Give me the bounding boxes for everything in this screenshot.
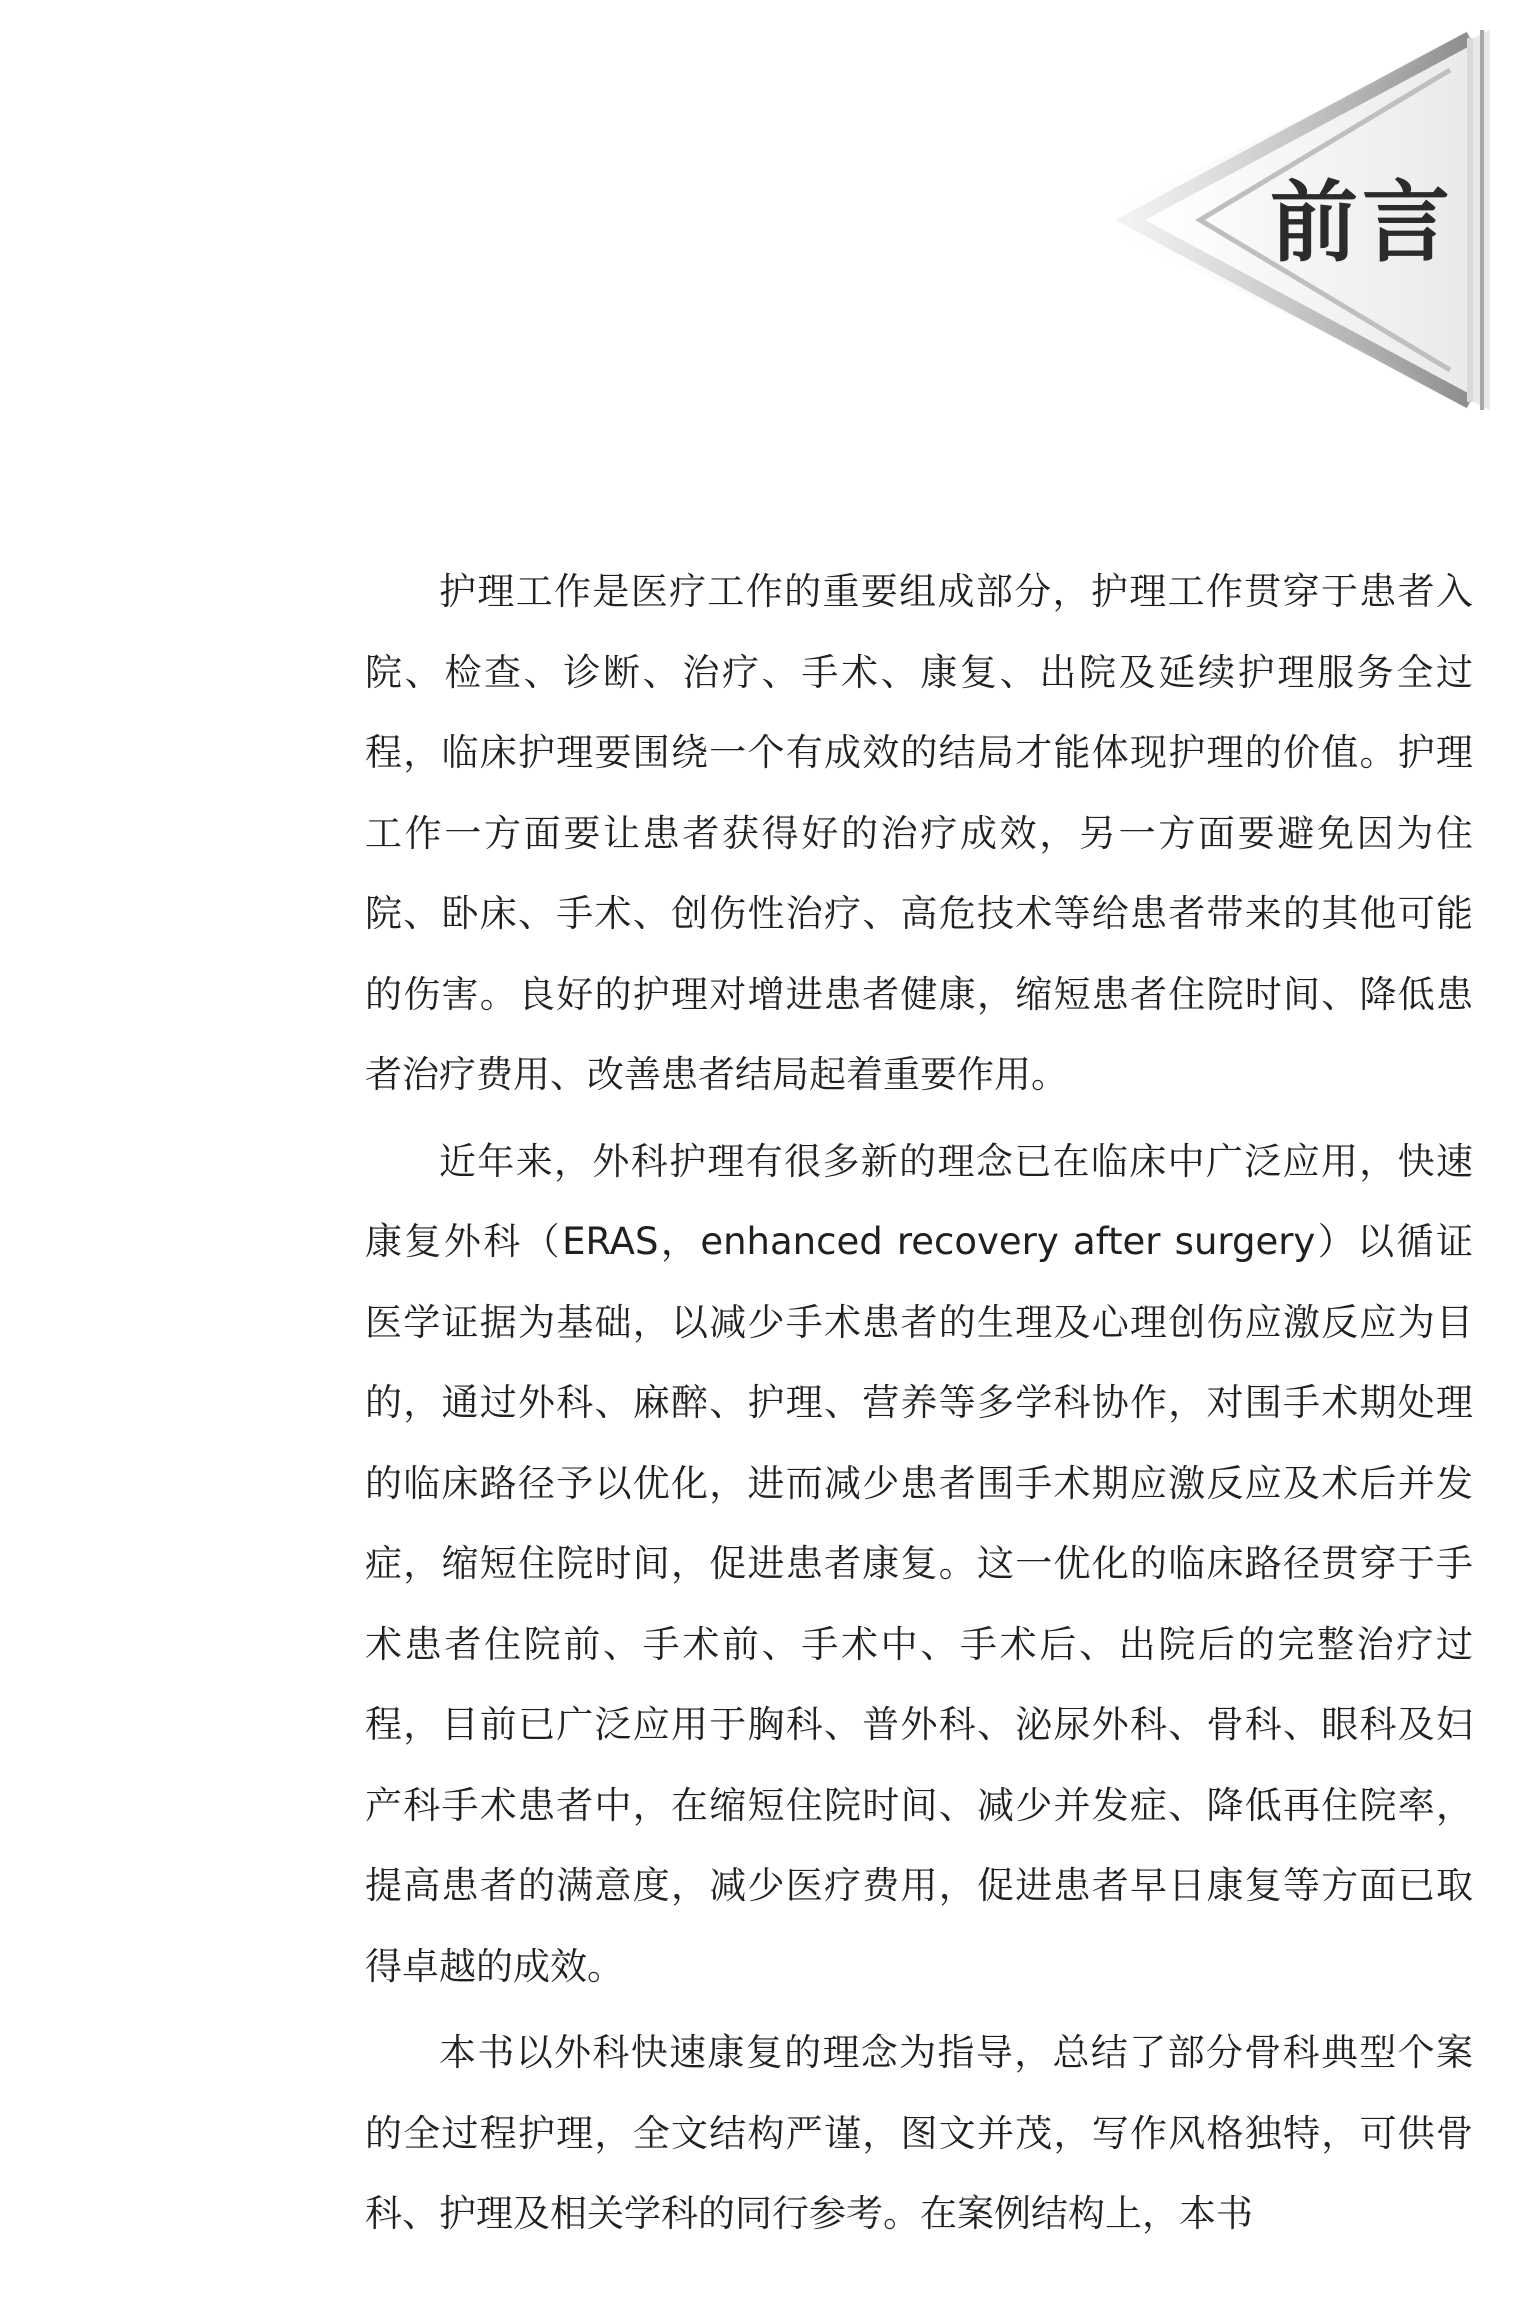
- body-text: [365, 552, 1473, 2261]
- paragraph: 本书以外科快速康复的理念为指导，总结了部分骨科典型个案的全过程护理，全文结构严谨，图文并茂，写作风格独特，可供骨科、护理及相关学科的同行参考。在案例结构上，本书: [365, 2031, 1473, 2235]
- page-title: 前言: [1270, 171, 1455, 274]
- paragraph: 护理工作是医疗工作的重要组成部分，护理工作贯穿于患者入院、检查、诊断、治疗、手术、康复、出院及延续护理服务全过程，临床护理要围绕一个有成效的结局才能体现护理的价值。护理工作一方面要让患者获得好的治疗成效，另一方面要避免因为住院、卧床、手术、创伤性治疗、高危技术等给患者带来的其他可能的伤害。良好的护理对增进患者健康，缩短患者住院时间、降低患者治疗费用、改善患者结局起着重要作用。: [365, 570, 1473, 1096]
- paragraph: 近年来，外科护理有很多新的理念已在临床中广泛应用，快速康复外科（ERAS，enhanced recovery after surgery）以循证医学证据为基础，以减少手术患者的生理及心理创伤应激反应为目的，通过外科、麻醉、护理、营养等多学科协作，对围手术期处理的临床路径予以优化，进而减少患者围手术期应激反应及术后并发症，缩短住院时间，促进患者康复。这一优化的临床路径贯穿于手术患者住院前、手术前、手术中、手术后、出院后的完整治疗过程，目前已广泛应用于胸科、普外科、泌尿外科、骨科、眼科及妇产科手术患者中，在缩短住院时间、减少并发症、降低再住院率，提高患者的满意度，减少医疗费用，促进患者早日康复等方面已取得卓越的成效。: [365, 1139, 1473, 1988]
